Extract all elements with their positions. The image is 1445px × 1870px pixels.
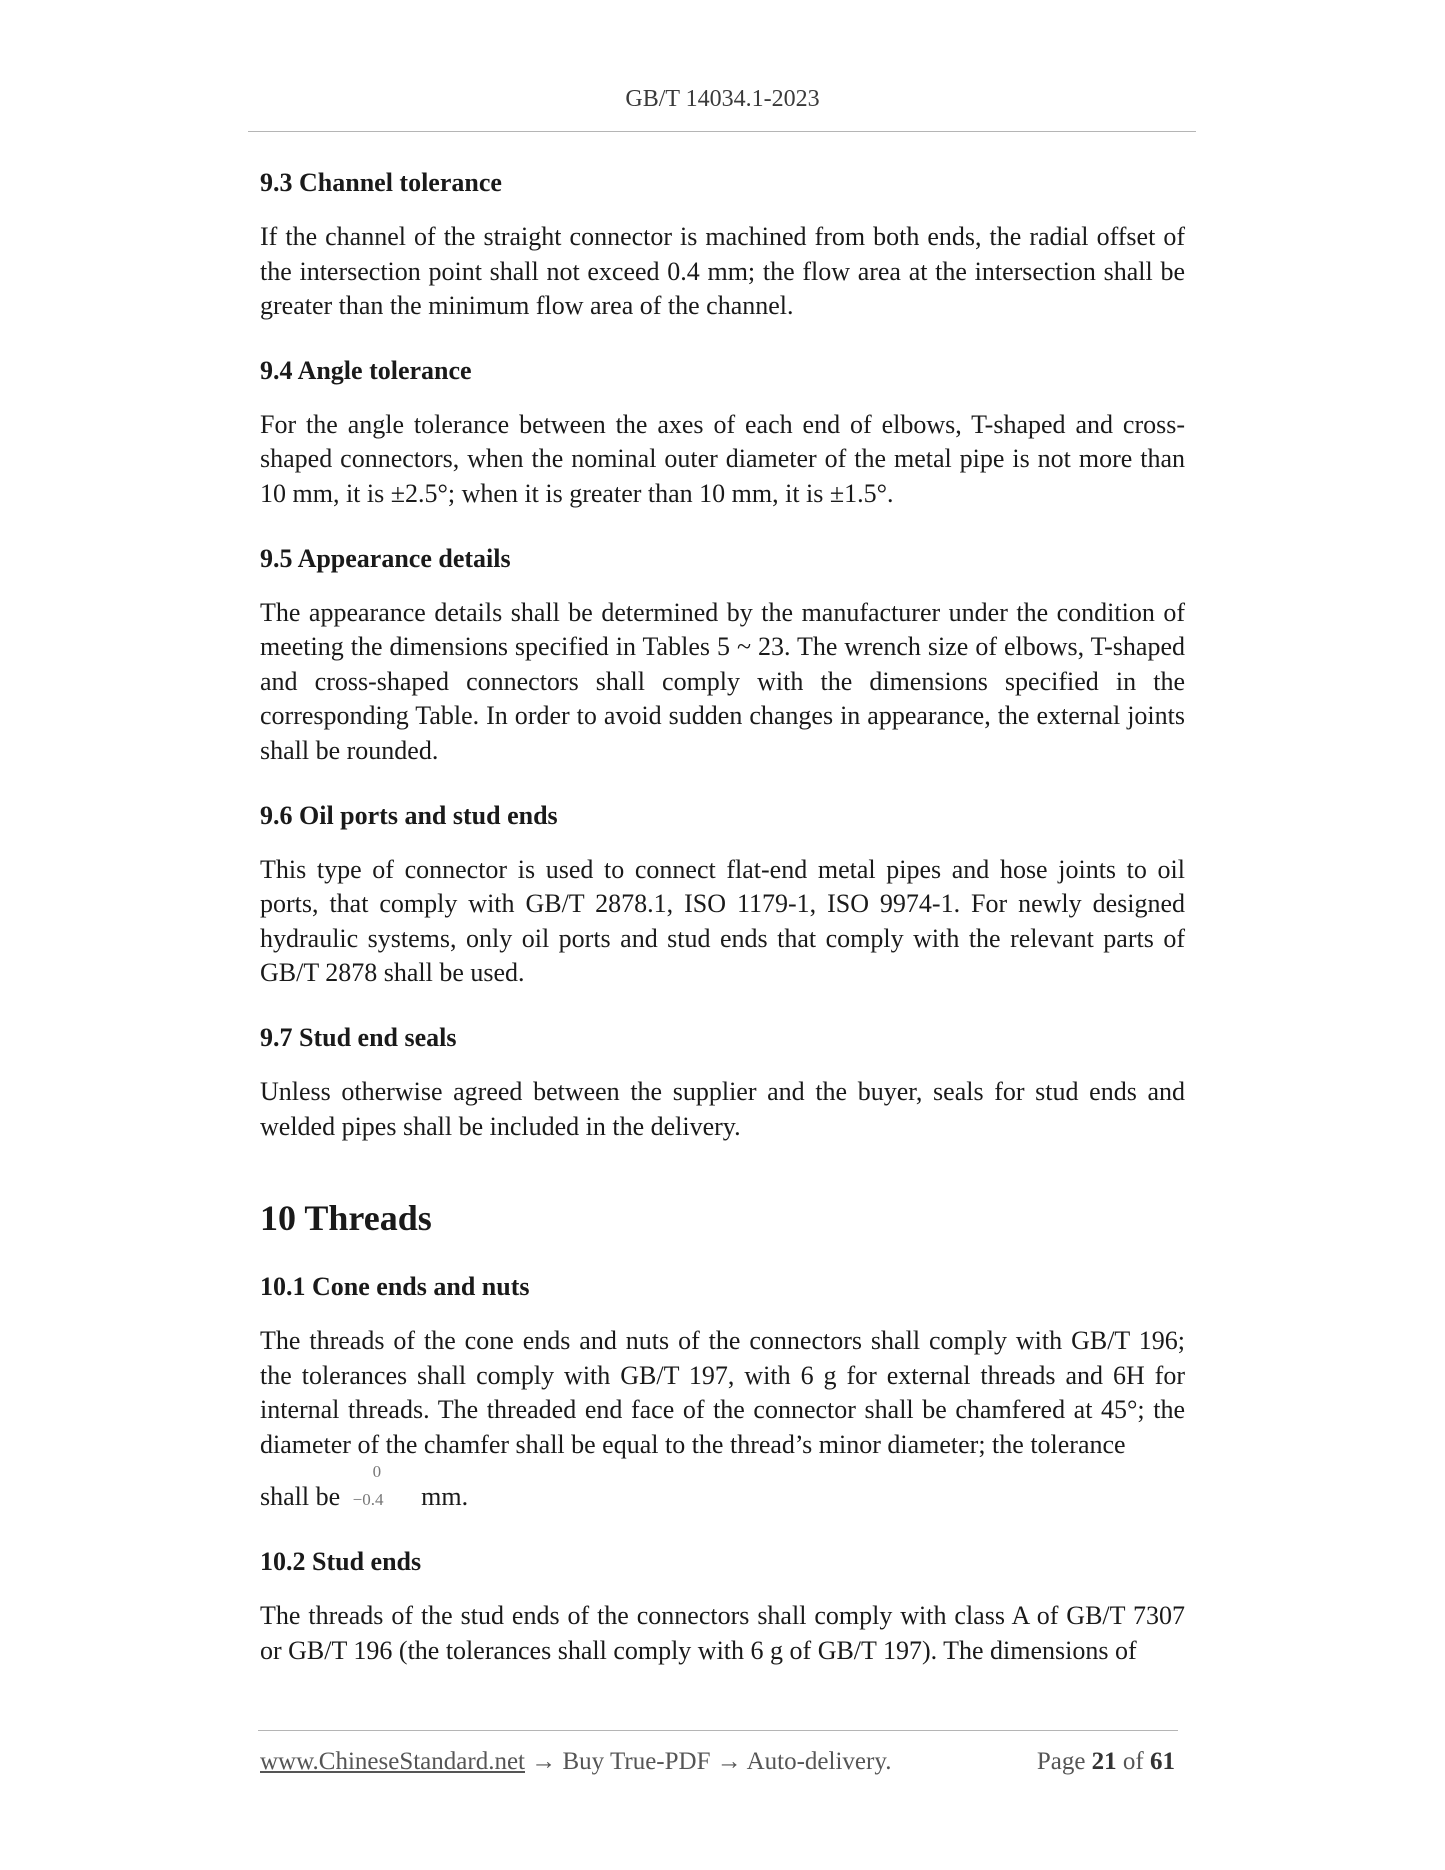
tolerance-suffix: mm.: [421, 1482, 469, 1512]
section-heading-10-1: 10.1 Cone ends and nuts: [260, 1272, 530, 1302]
section-body-10-2: The threads of the stud ends of the connectors shall comply with class A of GB/T 7307 or GB/T 196 (the tolerances shall comply with 6 g of GB/T 197). The dimensions of: [260, 1601, 1185, 1665]
tolerance-line: [260, 1462, 1185, 1515]
footer-left: [260, 1748, 891, 1776]
chapter-heading-10: 10 Threads: [260, 1198, 432, 1239]
document-header-title: GB/T 14034.1-2023: [625, 86, 820, 112]
website-link[interactable]: www.ChineseStandard.net: [260, 1748, 525, 1775]
page-label: Page: [1036, 1748, 1086, 1775]
page-of: of: [1122, 1748, 1144, 1775]
header-divider: [248, 131, 1196, 132]
section-heading-9-5: 9.5 Appearance details: [260, 543, 511, 573]
tolerance-lower: −0.4: [352, 1490, 384, 1510]
section-body-9-6: This type of connector is used to connect flat-end metal pipes and hose joints to oil ports, that comply with GB/T 2878.1, ISO 1179-1, ISO 9974-1. For newly designed hydraulic systems, only oil ports and stud ends that comply with the relevant parts of GB/T 2878 shall be used.: [260, 854, 1185, 988]
footer-divider: [258, 1730, 1178, 1731]
section-body-9-5: The appearance details shall be determined by the manufacturer under the condition of meeting the dimensions specified in Tables 5 ~ 23. The wrench size of elbows, T-shaped and cross-shaped connectors shall comply with the dimensions specified in the corresponding Table. In order to avoid sudden changes in appearance, the external joints shall be rounded.: [260, 597, 1185, 765]
tolerance-value: [351, 1462, 411, 1510]
section-body-10-1: The threads of the cone ends and nuts of the connectors shall comply with GB/T 196; the tolerances shall comply with GB/T 197, with 6 g for external threads and 6H for internal threads. The threaded end face of the connector shall be chamfered at 45°; the diameter of the chamfer shall be equal to the thread’s minor diameter; the tolerance: [260, 1326, 1185, 1459]
section-body-9-4: For the angle tolerance between the axes of each end of elbows, T-shaped and cross-shaped connectors, when the nominal outer diameter of the metal pipe is not more than 10 mm, it is ±2.5°; when it is greater than 10 mm, it is ±1.5°.: [260, 409, 1185, 508]
page-current: 21: [1091, 1748, 1117, 1775]
section-heading-9-6: 9.6 Oil ports and stud ends: [260, 800, 558, 830]
footer-promo: → Buy True-PDF → Auto-delivery.: [531, 1748, 892, 1775]
tolerance-prefix: shall be: [260, 1482, 341, 1512]
section-heading-9-3: 9.3 Channel tolerance: [260, 168, 502, 197]
section-heading-9-4: 9.4 Angle tolerance: [260, 355, 472, 385]
document-body: [260, 150, 1185, 1698]
section-body-9-3: If the channel of the straight connector is machined from both ends, the radial offset of the intersection point shall not exceed 0.4 mm; the flow area at the intersection shall be greater than the minimum flow area of the channel.: [260, 222, 1185, 321]
page-total: 61: [1150, 1748, 1175, 1775]
section-heading-9-7: 9.7 Stud end seals: [260, 1022, 457, 1052]
tolerance-upper: 0: [372, 1462, 382, 1482]
section-heading-10-2: 10.2 Stud ends: [260, 1547, 422, 1577]
page-indicator: [1037, 1748, 1175, 1776]
section-body-9-7: Unless otherwise agreed between the supplier and the buyer, seals for stud ends and welded pipes shall be included in the delivery.: [260, 1076, 1185, 1141]
